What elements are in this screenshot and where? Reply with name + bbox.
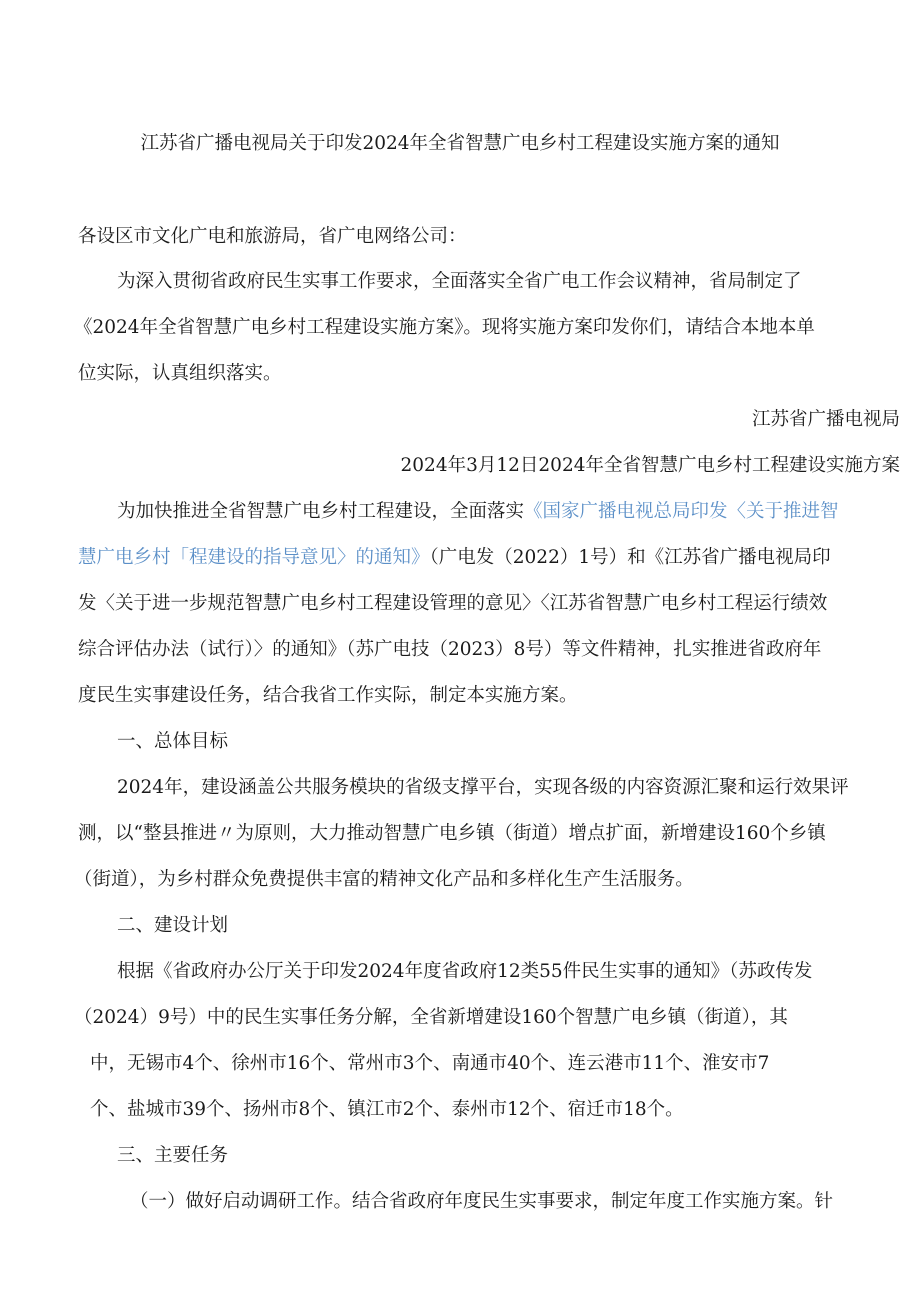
paragraph-text: 为加快推进全省智慧广电乡村工程建设，全面落实 <box>117 501 525 522</box>
intro-line: 《2024年全省智慧广电乡村工程建设实施方案》。现将实施方案印发你们，请结合本地本单 <box>74 317 815 338</box>
salutation: 各设区市文化广电和旅游局，省广电网络公司： <box>78 226 467 247</box>
paragraph-line: 综合评估办法（试行）〉的通知》（苏广电技（2023）8号）等文件精神，扎实推进省政府年 <box>78 639 822 660</box>
intro-line: 为深入贯彻省政府民生实事工作要求，全面落实全省广电工作会议精神，省局制定了 <box>117 271 802 292</box>
section-heading: 二、建设计划 <box>117 915 229 936</box>
section-heading: 一、总体目标 <box>117 731 229 752</box>
document-link[interactable]: 慧广电乡村「程建设的指导意见〉的通知》 <box>78 547 430 568</box>
signature-org: 江苏省广播电视局 <box>751 409 900 430</box>
paragraph-line: 中，无锡市4个、徐州市16个、常州市3个、南通市40个、连云港市11个、淮安市7 <box>90 1053 770 1074</box>
document-title: 江苏省广播电视局关于印发2024年全省智慧广电乡村工程建设实施方案的通知 <box>140 133 780 154</box>
paragraph-line: 2024年，建设涵盖公共服务模块的省级支撑平台，实现各级的内容资源汇聚和运行效果评 <box>117 777 849 798</box>
paragraph-line: 发〈关于进一步规范智慧广电乡村工程建设管理的意见〉〈江苏省智慧广电乡村工程运行绩效 <box>78 593 828 614</box>
paragraph-line: 测，以“整县推进〃为原则，大力推动智慧广电乡镇（街道）增点扩面，新增建设160个乡镇 <box>78 823 826 844</box>
paragraph-line: （2024）9号）中的民生实事任务分解，全省新增建设160个智慧广电乡镇（街道），其 <box>74 1007 788 1028</box>
section-heading: 三、主要任务 <box>117 1145 229 1166</box>
paragraph-line <box>0 544 920 572</box>
paragraph-line: 个、盐城市39个、扬州市8个、镇江市2个、泰州市12个、宿迁市18个。 <box>90 1099 684 1120</box>
paragraph-line <box>0 498 920 526</box>
paragraph-line: （一）做好启动调研工作。结合省政府年度民生实事要求，制定年度工作实施方案。针 <box>130 1191 834 1212</box>
paragraph-text: （广电发（2022）1号）和《江苏省广播电视局印 <box>429 547 831 568</box>
intro-line: 位实际，认真组织落实。 <box>78 363 282 384</box>
signature-date: 2024年3月12日2024年全省智慧广电乡村工程建设实施方案 <box>400 455 900 476</box>
paragraph-line: 度民生实事建设任务，结合我省工作实际，制定本实施方案。 <box>78 685 578 706</box>
paragraph-line: 根据《省政府办公厅关于印发2024年度省政府12类55件民生实事的通知》（苏政传发 <box>117 961 813 982</box>
document-link[interactable]: 《国家广播电视总局印发〈关于推进智 <box>524 501 839 522</box>
paragraph-line: （街道），为乡村群众免费提供丰富的精神文化产品和多样化生产生活服务。 <box>74 869 694 890</box>
